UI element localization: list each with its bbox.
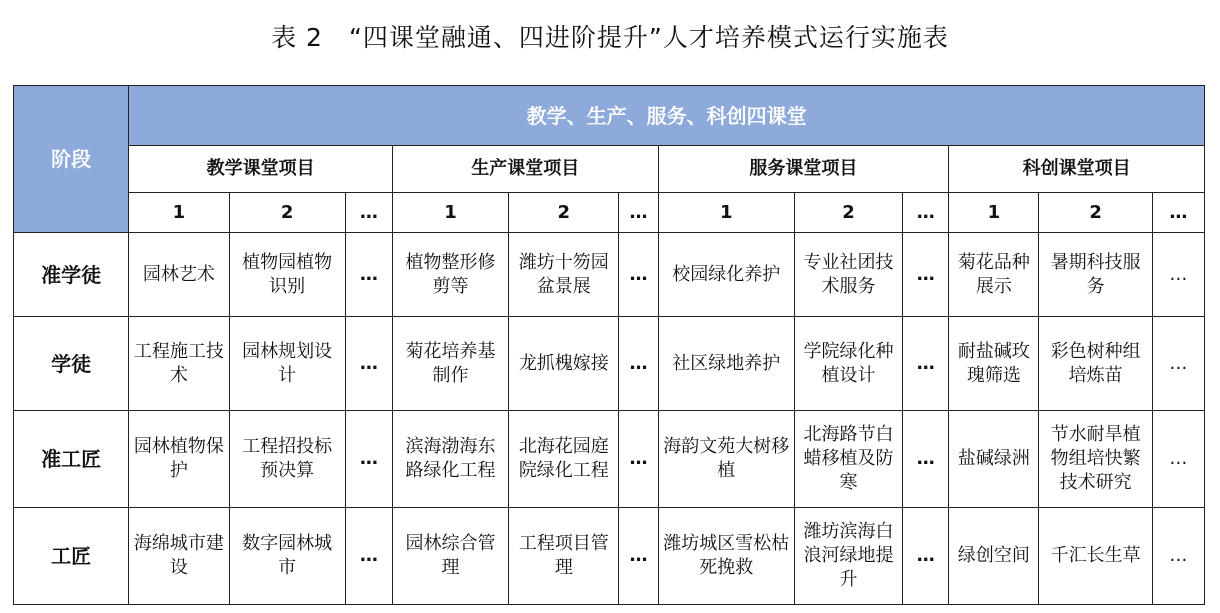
column-number: 1 [949, 193, 1039, 233]
ellipsis-cell: … [619, 317, 658, 411]
table-cell: 社区绿地养护 [658, 317, 794, 411]
table-cell: 龙抓槐嫁接 [509, 317, 619, 411]
table-cell: 盐碱绿洲 [949, 411, 1039, 508]
column-number: 1 [129, 193, 229, 233]
table-row [14, 411, 1205, 508]
table-cell: 海绵城市建设 [129, 508, 229, 605]
implementation-table [13, 85, 1205, 605]
table-cell: 菊花培养基制作 [392, 317, 508, 411]
table-cell: 暑期科技服务 [1039, 233, 1152, 317]
ellipsis-cell: … [903, 411, 949, 508]
stage-cell: 学徒 [14, 317, 129, 411]
group-header-innovation: 科创课堂项目 [949, 146, 1205, 193]
table-title: 表 2 “四课堂融通、四进阶提升”人才培养模式运行实施表 [271, 23, 949, 52]
ellipsis-cell: … [903, 233, 949, 317]
ellipsis-cell: … [345, 508, 392, 605]
column-ellipsis: … [1152, 193, 1204, 233]
table-cell: 植物整形修剪等 [392, 233, 508, 317]
table-cell: 北海路节白蜡移植及防寒 [794, 411, 902, 508]
table-cell: 北海花园庭院绿化工程 [509, 411, 619, 508]
table-cell: 专业社团技术服务 [794, 233, 902, 317]
stage-header: 阶段 [14, 86, 129, 233]
column-number: 2 [1039, 193, 1152, 233]
column-number: 2 [229, 193, 345, 233]
table-cell: 菊花品种展示 [949, 233, 1039, 317]
ellipsis-cell: … [903, 508, 949, 605]
ellipsis-cell: … [1152, 411, 1204, 508]
column-number: 1 [392, 193, 508, 233]
column-ellipsis: … [619, 193, 658, 233]
ellipsis-cell: … [619, 233, 658, 317]
table-cell: 潍坊城区雪松枯死挽救 [658, 508, 794, 605]
table-row [14, 233, 1205, 317]
table-cell: 园林规划设计 [229, 317, 345, 411]
table-cell: 植物园植物识别 [229, 233, 345, 317]
table-cell: 园林综合管理 [392, 508, 508, 605]
ellipsis-cell: … [345, 233, 392, 317]
table-cell: 滨海渤海东路绿化工程 [392, 411, 508, 508]
table-cell: 潍坊十笏园盆景展 [509, 233, 619, 317]
table-cell: 数字园林城市 [229, 508, 345, 605]
table-cell: 工程招投标预决算 [229, 411, 345, 508]
ellipsis-cell: … [903, 317, 949, 411]
table-cell: 彩色树种组培炼苗 [1039, 317, 1152, 411]
four-classrooms-header: 教学、生产、服务、科创四课堂 [129, 86, 1205, 146]
table-cell: 园林植物保护 [129, 411, 229, 508]
table-cell: 校园绿化养护 [658, 233, 794, 317]
stage-cell: 准学徒 [14, 233, 129, 317]
ellipsis-cell: … [619, 411, 658, 508]
table-cell: 千汇长生草 [1039, 508, 1152, 605]
ellipsis-cell: … [619, 508, 658, 605]
ellipsis-cell: … [1152, 233, 1204, 317]
group-header-teaching: 教学课堂项目 [129, 146, 393, 193]
table-row [14, 508, 1205, 605]
table-cell: 海韵文苑大树移植 [658, 411, 794, 508]
column-number: 2 [509, 193, 619, 233]
table-cell: 工程项目管理 [509, 508, 619, 605]
ellipsis-cell: … [345, 317, 392, 411]
group-header-service: 服务课堂项目 [658, 146, 949, 193]
table-row [14, 317, 1205, 411]
column-number: 1 [658, 193, 794, 233]
group-header-row [14, 146, 1205, 193]
stage-cell: 工匠 [14, 508, 129, 605]
stage-cell: 准工匠 [14, 411, 129, 508]
table-cell: 园林艺术 [129, 233, 229, 317]
column-ellipsis: … [345, 193, 392, 233]
table-cell: 潍坊滨海白浪河绿地提升 [794, 508, 902, 605]
ellipsis-cell: … [345, 411, 392, 508]
table-cell: 耐盐碱玫瑰筛选 [949, 317, 1039, 411]
column-ellipsis: … [903, 193, 949, 233]
number-header-row [14, 193, 1205, 233]
table-cell: 工程施工技术 [129, 317, 229, 411]
ellipsis-cell: … [1152, 317, 1204, 411]
group-header-production: 生产课堂项目 [392, 146, 658, 193]
table-cell: 绿创空间 [949, 508, 1039, 605]
table-cell: 学院绿化种植设计 [794, 317, 902, 411]
column-number: 2 [794, 193, 902, 233]
ellipsis-cell: … [1152, 508, 1204, 605]
table-cell: 节水耐旱植物组培快繁技术研究 [1039, 411, 1152, 508]
